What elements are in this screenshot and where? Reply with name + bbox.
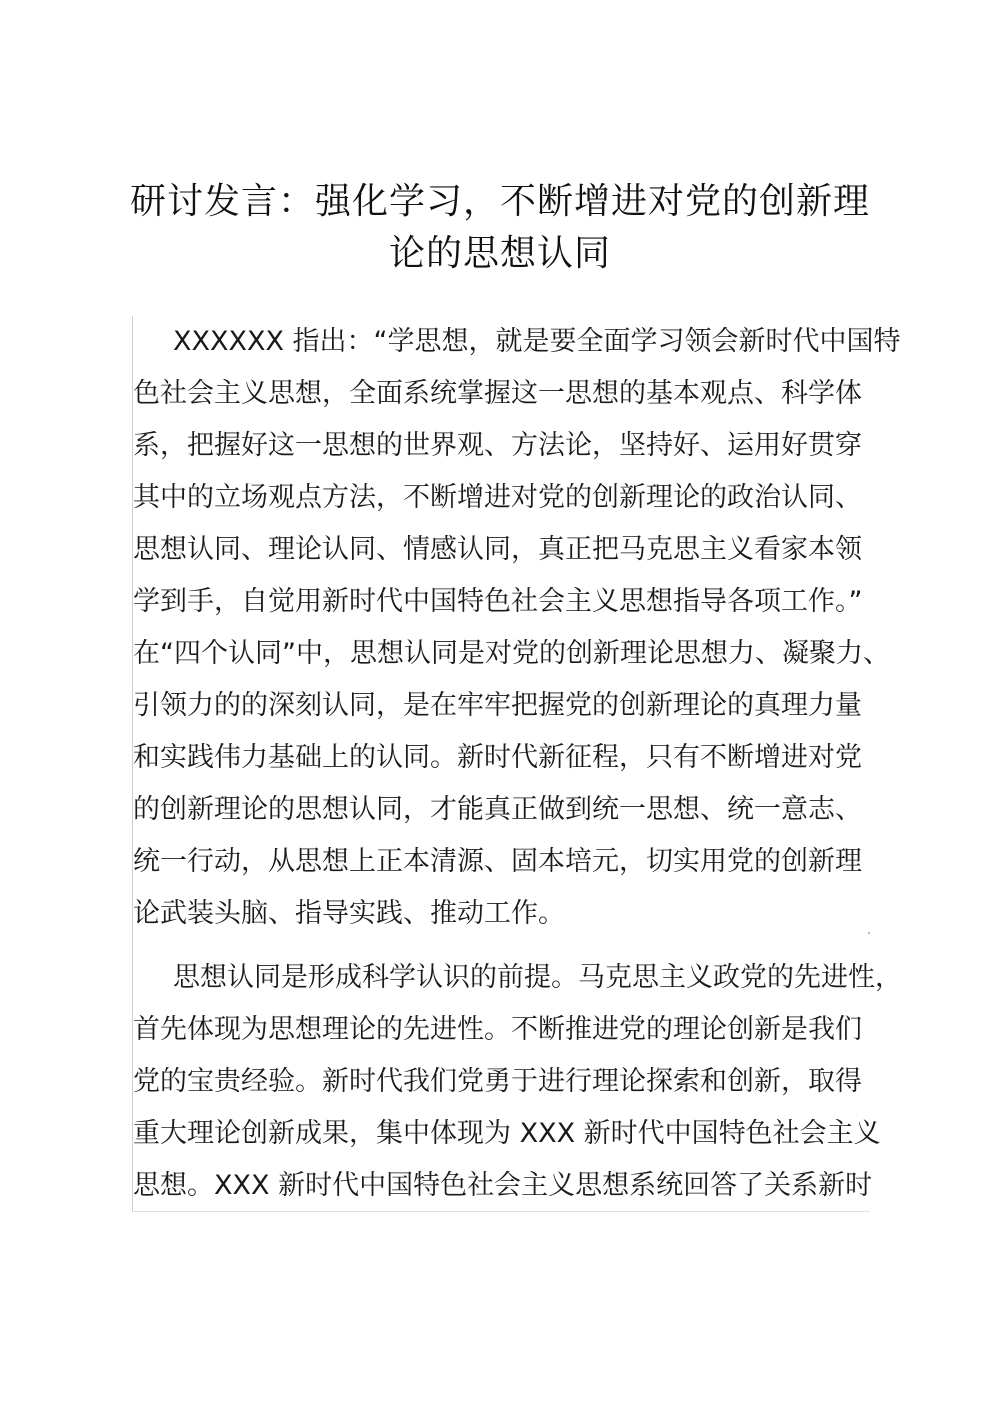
paragraph-line: 学到手，自觉用新时代中国特色社会主义思想指导各项工作。” — [133, 586, 863, 617]
stray-dot-mark — [868, 932, 870, 934]
paragraph-line: XXXXXX 指出：“学思想，就是要全面学习领会新时代中国特 — [173, 326, 901, 357]
paragraph-line: 在“四个认同”中，思想认同是对党的创新理论思想力、凝聚力、 — [133, 638, 890, 669]
paragraph-line: 统一行动，从思想上正本清源、固本培元，切实用党的创新理 — [133, 846, 862, 877]
paragraph-line: 系，把握好这一思想的世界观、方法论，坚持好、运用好贯穿 — [133, 430, 862, 461]
title-line-1: 研讨发言：强化学习，不断增进对党的创新理 — [130, 181, 871, 222]
body-text-frame — [132, 316, 902, 1212]
paragraph-line: 和实践伟力基础上的认同。新时代新征程，只有不断增进对党 — [133, 742, 862, 773]
title-line-2: 论的思想认同 — [388, 233, 611, 274]
paragraph-line: 色社会主义思想，全面系统掌握这一思想的基本观点、科学体 — [133, 378, 862, 409]
paragraph-line: 的创新理论的思想认同，才能真正做到统一思想、统一意志、 — [133, 794, 862, 825]
paragraph-line: 思想。XXX 新时代中国特色社会主义思想系统回答了关系新时 — [133, 1170, 873, 1201]
paragraph-line: 思想认同是形成科学认识的前提。马克思主义政党的先进性， — [173, 962, 902, 993]
paragraph-line: 引领力的的深刻认同，是在牢牢把握党的创新理论的真理力量 — [133, 690, 862, 721]
paragraph-line: 首先体现为思想理论的先进性。不断推进党的理论创新是我们 — [133, 1014, 862, 1045]
paragraph-line: 重大理论创新成果，集中体现为 XXX 新时代中国特色社会主义 — [133, 1118, 881, 1149]
paragraph-line: 党的宝贵经验。新时代我们党勇于进行理论探索和创新，取得 — [133, 1066, 862, 1097]
paragraph-2 — [133, 952, 902, 1212]
paragraph-line: 其中的立场观点方法，不断增进对党的创新理论的政治认同、 — [133, 482, 862, 513]
paragraph-line: 思想认同、理论认同、情感认同，真正把马克思主义看家本领 — [133, 534, 862, 565]
paragraph-line: 论武装头脑、指导实践、推动工作。 — [133, 898, 565, 929]
paragraph-1 — [133, 316, 901, 940]
document-title — [130, 176, 870, 280]
